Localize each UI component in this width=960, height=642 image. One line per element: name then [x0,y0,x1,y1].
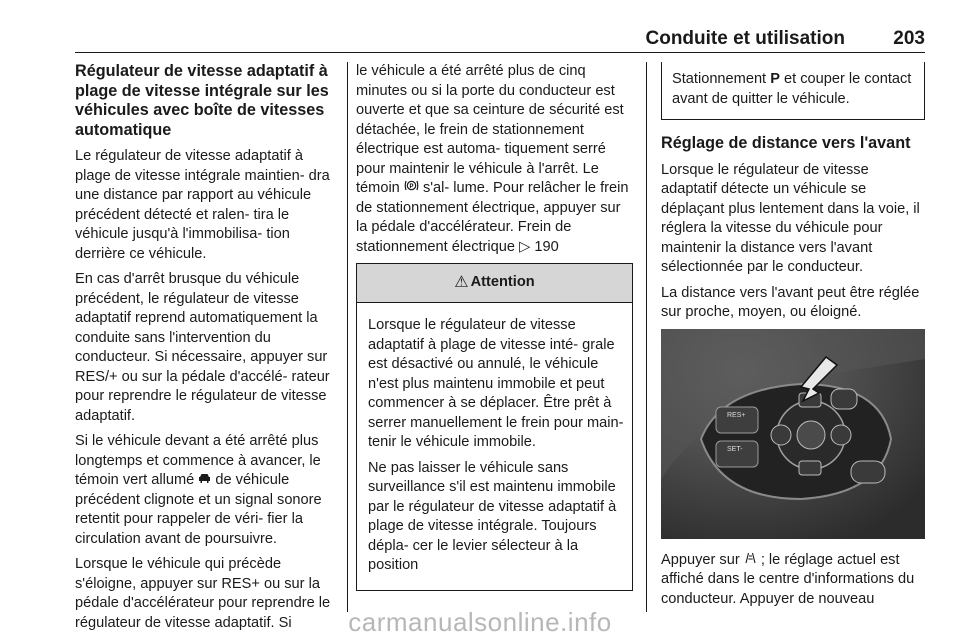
paragraph: En cas d'arrêt brusque du véhicule précédent, le régulateur de vitesse adaptatif reprend automatiquement la conduite sans l'intervention du conducteur. Si nécessaire, appuyer sur RES/+ ou sur la pédale d'accélé- rateur pour reprendre le régulateur de vitesse adaptatif. [75,271,330,424]
reference-arrow-icon: ▷ [519,238,531,255]
svg-text:P: P [409,184,414,190]
distance-setting-icon [744,551,757,571]
paragraph: La distance vers l'avant peut être réglée sur proche, moyen, ou éloigné. [661,284,920,320]
parking-brake-icon [404,179,419,199]
paragraph-text: le véhicule a été arrêté plus de cinq minutes ou si la porte du conducteur est ouverte et que sa ceinture de sécurité est détachée, le frein de stationnement électrique est automa- tiquement serré pour maintenir le véhicule à l'arrêt. Le témoin [356,63,624,196]
paragraph [661,551,925,610]
set-label: SET- [727,445,743,453]
section-title: Conduite et utilisation [645,28,845,49]
paragraph-text: Stationnement [672,71,767,87]
section-heading: Réglage de distance vers l'avant [661,134,911,152]
paragraph-text: ; le réglage actuel est affiché dans le centre d'informations du conducteur. Appuyer de nouveau [661,551,915,607]
paragraph: Lorsque le régulateur de vitesse adaptatif à plage de vitesse inté- grale est désactivé ou annulé, le véhicule n'est plus maintenu immobile et peut commencer à se déplacer. Être prêt à serrer manuellement le frein pour main- tenir le véhicule immobile. [368,317,624,450]
page-reference: 190 [534,238,559,255]
paragraph: Le régulateur de vitesse adaptatif à plage de vitesse intégrale maintien- dra une distance par rapport au véhicule précédent détecté et ralen- tira le véhicule jusqu'à l'immobilisa- tion derrière ce véhicule. [75,148,330,262]
column-middle [356,62,633,591]
paragraph-text: et couper le contact avant de quitter le véhicule. [672,71,912,107]
steering-wheel-controls-figure [661,329,925,539]
paragraph [356,62,633,257]
res-label: RES+ [727,411,746,419]
paragraph-text: Si le véhicule devant a été arrêté plus longtemps et commence à avancer, le témoin vert allumé [75,433,321,488]
gear-position: P [770,71,780,87]
page-header [75,26,925,53]
paragraph: Ne pas laisser le véhicule sans surveillance s'il est maintenu immobile par le régulateur de vitesse adaptatif à plage de vitesse intégrale. Toujours dépla- cer le levier sélecteur à la position [368,459,617,573]
watermark: carmanualsonline.info [348,607,612,637]
section-heading: Régulateur de vitesse adaptatif à plage de vitesse intégrale sur les véhicules avec boîte de vitesses automatique [75,62,329,139]
warning-body [357,303,632,590]
paragraph-text: s'al- lume. Pour relâcher le frein de stationnement électrique, appuyer sur la pédale d'accélérateur. Frein de stationnement électrique [356,180,629,255]
vehicle-ahead-icon [198,471,211,491]
paragraph-text: Appuyer sur [661,551,740,568]
warning-header [357,264,632,303]
warning-triangle-icon: ⚠ [454,274,469,292]
paragraph: Lorsque le véhicule qui précède s'éloigne, appuyer sur RES+ ou sur la pédale d'accélérateur pour reprendre le régulateur de vitesse adaptatif. Si [75,556,331,631]
page-number: 203 [893,28,925,49]
column-left [75,62,340,639]
column-divider [646,62,647,612]
steering-wheel-illustration [661,329,925,539]
paragraph [75,432,340,549]
warning-box [356,263,633,591]
warning-continuation-box [661,62,925,120]
column-right [661,62,925,615]
paragraph-text: de véhicule précédent clignote et un signal sonore retentit pour rappeler de véri- fier la circulation avant de poursuivre. [75,472,322,547]
warning-title: Attention [470,274,535,291]
column-divider [347,62,348,612]
paragraph: Lorsque le régulateur de vitesse adaptatif détecte un véhicule se déplaçant plus lentement dans la voie, il réglera la vitesse du véhicule pour maintenir la distance vers l'avant sélectionnée par le conducteur. [661,161,920,275]
